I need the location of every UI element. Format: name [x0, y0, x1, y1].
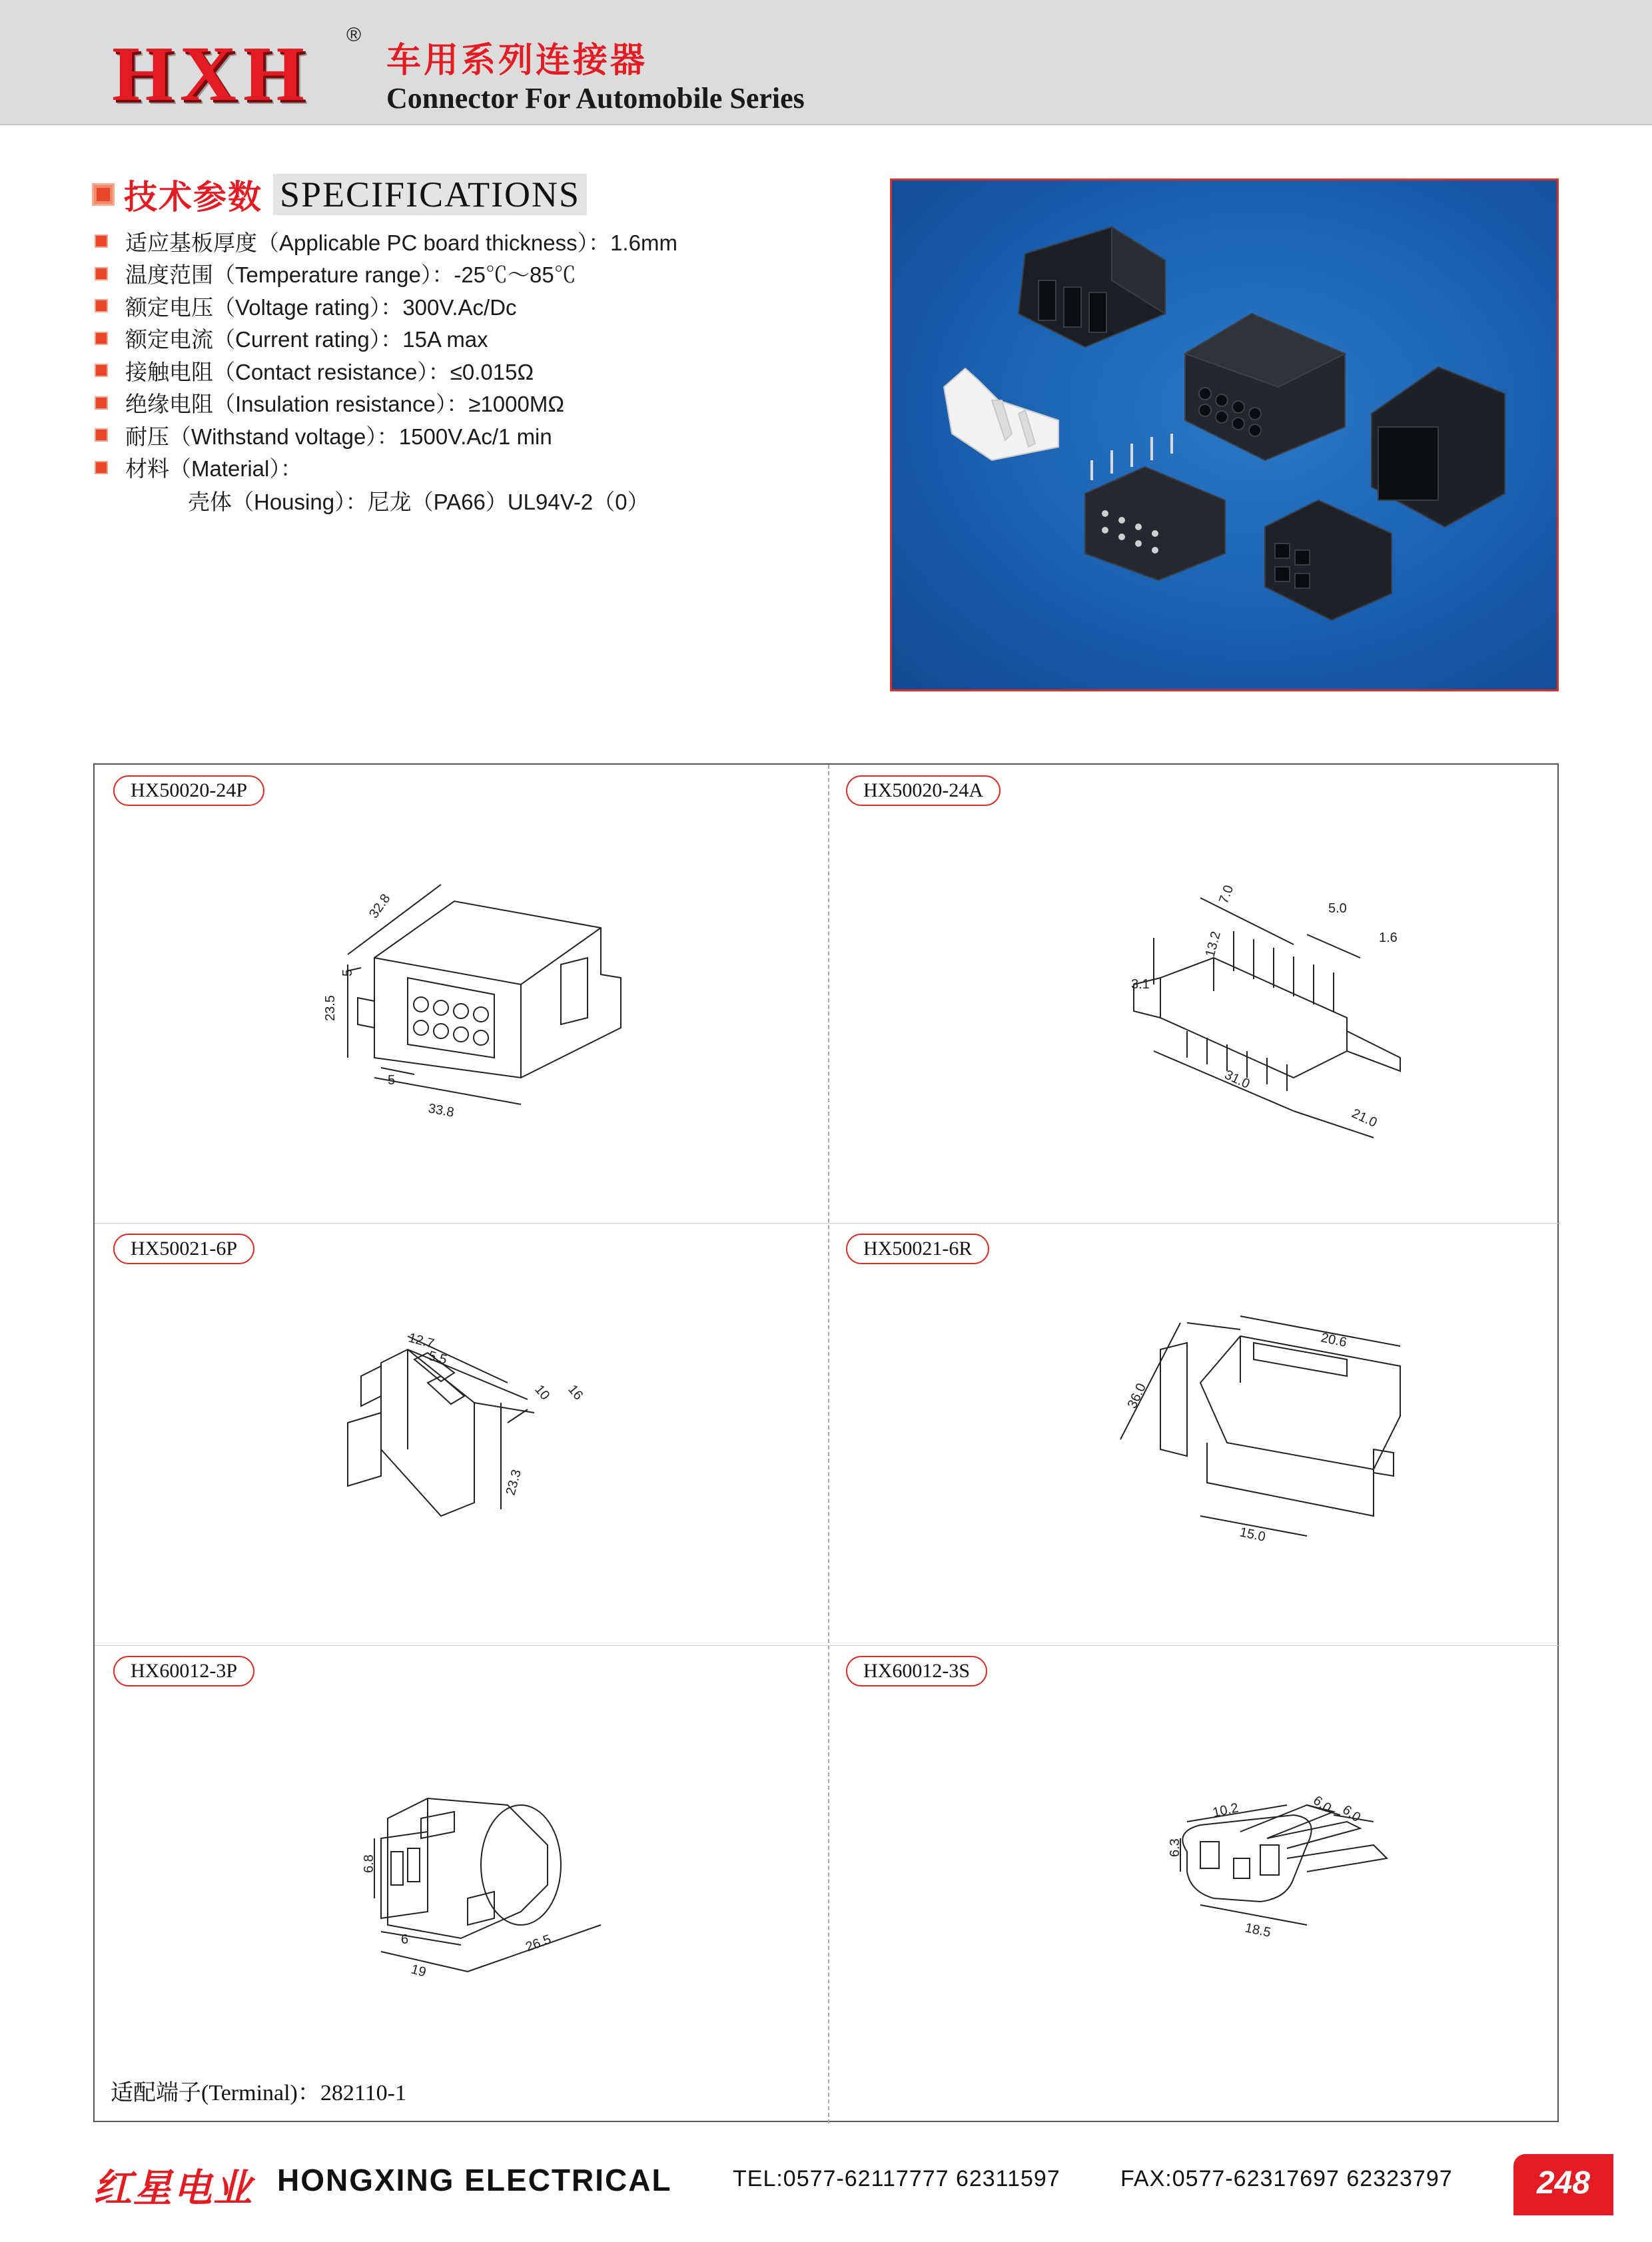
- spec-text: 适应基板厚度（Applicable PC board thickness）：1.6mm: [125, 230, 677, 255]
- connectors-illustration: [892, 181, 1559, 691]
- spec-heading-cn: 技术参数: [124, 179, 262, 216]
- square-bullet-icon: [95, 364, 108, 377]
- spec-text: 材料（Material）：: [125, 456, 302, 482]
- specifications-heading: [92, 175, 587, 214]
- page-header: [0, 0, 1652, 125]
- square-bullet-icon: [95, 461, 108, 474]
- model-tag: HX50021-6P: [113, 1234, 254, 1264]
- terminal-note: 适配端子(Terminal)：282110-1: [111, 2081, 406, 2105]
- dim-label: 1.6: [1379, 931, 1398, 945]
- connector-housing-6p: [1265, 500, 1392, 620]
- dim-label: 23.5: [323, 995, 338, 1021]
- spec-sub-item: 壳体（Housing）：尼龙（PA66）UL94V-2（0）: [188, 490, 649, 514]
- dim-label: 32.8: [366, 891, 394, 921]
- dim-label: 15.0: [1238, 1525, 1267, 1545]
- spec-item: [95, 258, 677, 290]
- connector-drawing-3p: [95, 1645, 827, 2123]
- connector-drawing-6p: [95, 1223, 827, 1645]
- spec-item: [95, 452, 677, 484]
- spec-item: [95, 322, 677, 355]
- spec-heading-en: SPECIFICATIONS: [273, 174, 587, 215]
- dim-label: 6: [401, 1932, 409, 1947]
- page-number: 248: [1536, 2165, 1591, 2201]
- dim-label: 18.5: [1243, 1920, 1272, 1940]
- dim-label: 10: [532, 1382, 553, 1403]
- spec-text: 额定电流（Current rating）：15A max: [125, 327, 488, 352]
- square-bullet-icon: [95, 299, 108, 312]
- square-bullet-icon: [95, 267, 108, 280]
- connector-housing-3p: [1019, 227, 1165, 347]
- product-photo: [890, 179, 1559, 691]
- header-title-cn: 车用系列连接器: [386, 41, 648, 80]
- model-tag: HX50021-6R: [846, 1234, 989, 1264]
- dim-label: 6.0: [1340, 1802, 1364, 1826]
- square-bullet-icon: [95, 396, 108, 410]
- dim-label: 6.3: [1168, 1838, 1182, 1857]
- connector-drawing-24p: [95, 765, 827, 1223]
- footer-tel: TEL:0577-62117777 62311597: [733, 2166, 1060, 2191]
- connector-drawing-6r: [827, 1223, 1560, 1645]
- spec-item: [95, 354, 677, 387]
- square-bullet-icon: [92, 183, 115, 206]
- footer-fax: FAX:0577-62317697 62323797: [1120, 2166, 1453, 2191]
- connector-housing-6r: [1372, 367, 1505, 527]
- clip-drawing-3s: [827, 1645, 1560, 2123]
- dim-label: 5: [388, 1073, 396, 1088]
- brand-logo: HXH: [112, 30, 311, 117]
- footer-company-cn: 红星电业: [93, 2167, 254, 2210]
- square-bullet-icon: [95, 332, 108, 345]
- spec-item: [95, 419, 677, 452]
- dim-label: 5.0: [1328, 901, 1347, 916]
- dim-label: 10.2: [1211, 1800, 1240, 1820]
- drawing-cell: [95, 1223, 827, 1645]
- dim-label: 7.0: [1216, 883, 1237, 906]
- drawing-cell: [95, 1645, 827, 2123]
- spec-text: 绝缘电阻（Insulation resistance）：≥1000MΩ: [125, 392, 565, 417]
- dim-label: 3.1: [1131, 977, 1150, 992]
- dim-label: 13.2: [1202, 929, 1224, 959]
- dim-label: 6.8: [362, 1854, 376, 1873]
- drawing-cell: [827, 765, 1560, 1223]
- pcb-header-24a: [1085, 434, 1225, 580]
- spec-list: [95, 225, 677, 484]
- dim-label: 31.0: [1222, 1067, 1252, 1092]
- spec-text: 接触电阻（Contact resistance）：≤0.015Ω: [125, 359, 534, 384]
- connector-drawing-24a: [827, 765, 1560, 1223]
- drawing-frame: [93, 763, 1559, 2122]
- white-clip: [944, 368, 1058, 460]
- square-bullet-icon: [95, 234, 108, 248]
- dim-label: 26.5: [524, 1932, 554, 1955]
- dim-label: 16: [565, 1382, 586, 1403]
- header-title-en: Connector For Automobile Series: [386, 82, 805, 115]
- model-tag: HX50020-24P: [113, 775, 264, 806]
- model-tag: HX60012-3P: [113, 1656, 254, 1686]
- dim-label: 33.8: [427, 1101, 456, 1120]
- dim-label: 23.3: [503, 1467, 524, 1497]
- spec-item: [95, 387, 677, 420]
- square-bullet-icon: [95, 428, 108, 442]
- dim-label: 19: [409, 1962, 428, 1980]
- spec-text: 额定电压（Voltage rating）：300V.Ac/Dc: [125, 294, 517, 320]
- connector-housing-24p: [1185, 314, 1345, 460]
- dim-label: 5.5: [426, 1348, 449, 1368]
- model-tag: HX50020-24A: [846, 775, 1001, 806]
- spec-item: [95, 225, 677, 258]
- dim-label: 5: [340, 968, 355, 976]
- dim-label: 20.6: [1319, 1330, 1348, 1350]
- footer-company-en: HONGXING ELECTRICAL: [277, 2163, 672, 2197]
- spec-text: 温度范围（Temperature range）：-25℃～85℃: [125, 262, 576, 288]
- dim-label: 12.7: [406, 1330, 436, 1351]
- dim-label: 36.0: [1124, 1381, 1149, 1411]
- model-tag: HX60012-3S: [846, 1656, 987, 1686]
- registered-mark: ®: [346, 24, 362, 46]
- spec-text: 耐压（Withstand voltage）：1500V.Ac/1 min: [125, 424, 552, 449]
- drawing-cell: [827, 1645, 1560, 2123]
- drawing-cell: [827, 1223, 1560, 1645]
- page-number-box: [1513, 2154, 1613, 2215]
- dim-label: 6.0: [1310, 1793, 1334, 1816]
- spec-item: [95, 290, 677, 322]
- dim-label: 21.0: [1349, 1106, 1380, 1130]
- drawing-cell: [95, 765, 827, 1223]
